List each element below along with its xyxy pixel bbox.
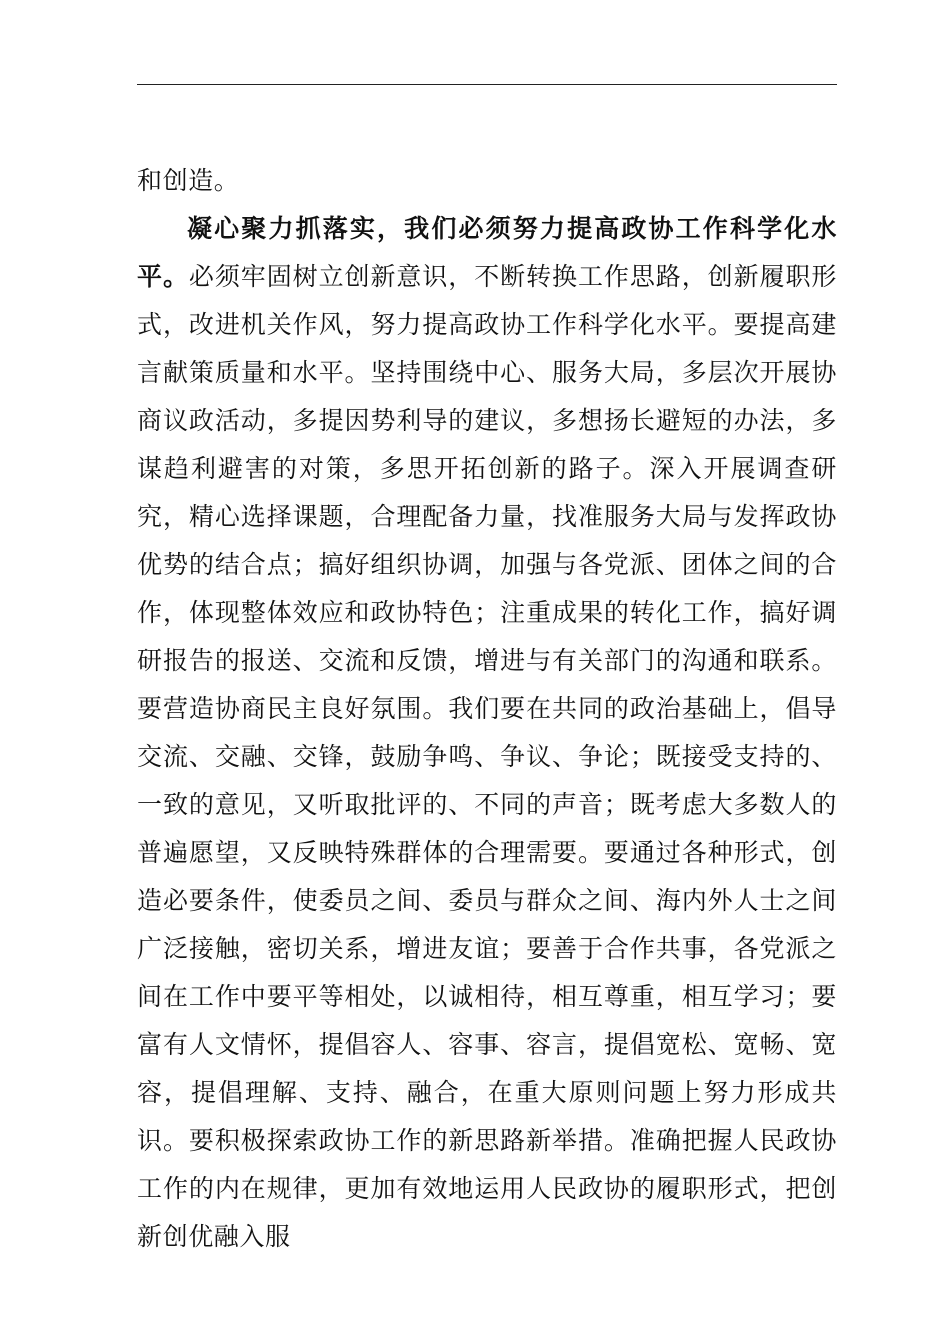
document-body xyxy=(137,157,837,1261)
paragraph-body: 必须牢固树立创新意识，不断转换工作思路，创新履职形式，改进机关作风，努力提高政协工作科学化水平。要提高建言献策质量和水平。坚持围绕中心、服务大局，多层次开展协商议政活动，多提因势利导的建议，多想扬长避短的办法，多谋趋利避害的对策，多思开拓创新的路子。深入开展调查研究，精心选择课题，合理配备力量，找准服务大局与发挥政协优势的结合点；搞好组织协调，加强与各党派、团体之间的合作，体现整体效应和政协特色；注重成果的转化工作，搞好调研报告的报送、交流和反馈，增进与有关部门的沟通和联系。要营造协商民主良好氛围。我们要在共同的政治基础上，倡导交流、交融、交锋，鼓励争鸣、争议、争论；既接受支持的、一致的意见，又听取批评的、不同的声音；既考虑大多数人的普遍愿望，又反映特殊群体的合理需要。要通过各种形式，创造必要条件，使委员之间、委员与群众之间、海内外人士之间广泛接触，密切关系，增进友谊；要善于合作共事，各党派之间在工作中要平等相处，以诚相待，相互尊重，相互学习；要富有人文情怀，提倡容人、容事、容言，提倡宽松、宽畅、宽容，提倡理解、支持、融合，在重大原则问题上努力形成共识。要积极探索政协工作的新思路新举措。准确把握人民政协工作的内在规律，更加有效地运用人民政协的履职形式，把创新创优融入服 xyxy=(137,262,837,1251)
header-rule xyxy=(137,84,837,85)
paragraph xyxy=(137,205,837,1261)
continued-paragraph: 和创造。 xyxy=(137,166,240,195)
paragraph-lead: 凝心聚力抓落实，我们必须努力提高政协工作科学化水平。 xyxy=(137,214,837,291)
